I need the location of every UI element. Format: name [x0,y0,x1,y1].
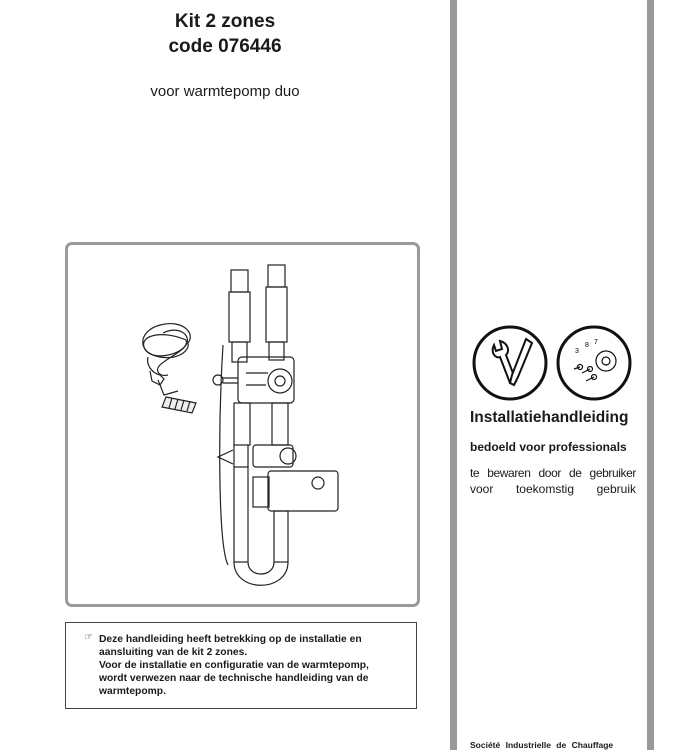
kit-illustration-frame [65,242,420,607]
note-box [65,622,417,709]
sidebar-divider-right [647,0,654,750]
pointing-hand-icon: ☞ [84,632,93,643]
note-line: Voor de installatie en configuratie van de warmtepomp, [99,660,369,671]
manual-audience: bedoeld voor professionals [470,440,627,454]
manual-title: Installatiehandleiding [470,409,629,426]
manual-icons [470,323,640,403]
storage-note: voor toekomstig gebruik [470,482,636,496]
product-code: code 076446 [168,36,282,57]
assembly-number: 8 [585,342,589,349]
assembly-number: 7 [594,339,598,346]
document-subtitle: voor warmtepomp duo [150,83,300,100]
document-title: Kit 2 zones [174,11,276,32]
exploded-assembly-icon [558,327,630,399]
wrench-screwdriver-icon [474,327,546,399]
company-name: Société Industrielle de Chauffage [470,740,614,750]
kit-illustration [68,245,417,604]
note-line: warmtepomp. [99,686,166,697]
storage-note: te bewaren door de gebruiker [470,466,636,480]
note-line: wordt verwezen naar de technische handleiding van de [99,673,369,684]
note-line: aansluiting van de kit 2 zones. [99,647,248,658]
sidebar-divider-left [450,0,457,750]
note-line: Deze handleiding heeft betrekking op de installatie en [99,634,362,645]
assembly-number: 3 [575,348,579,355]
